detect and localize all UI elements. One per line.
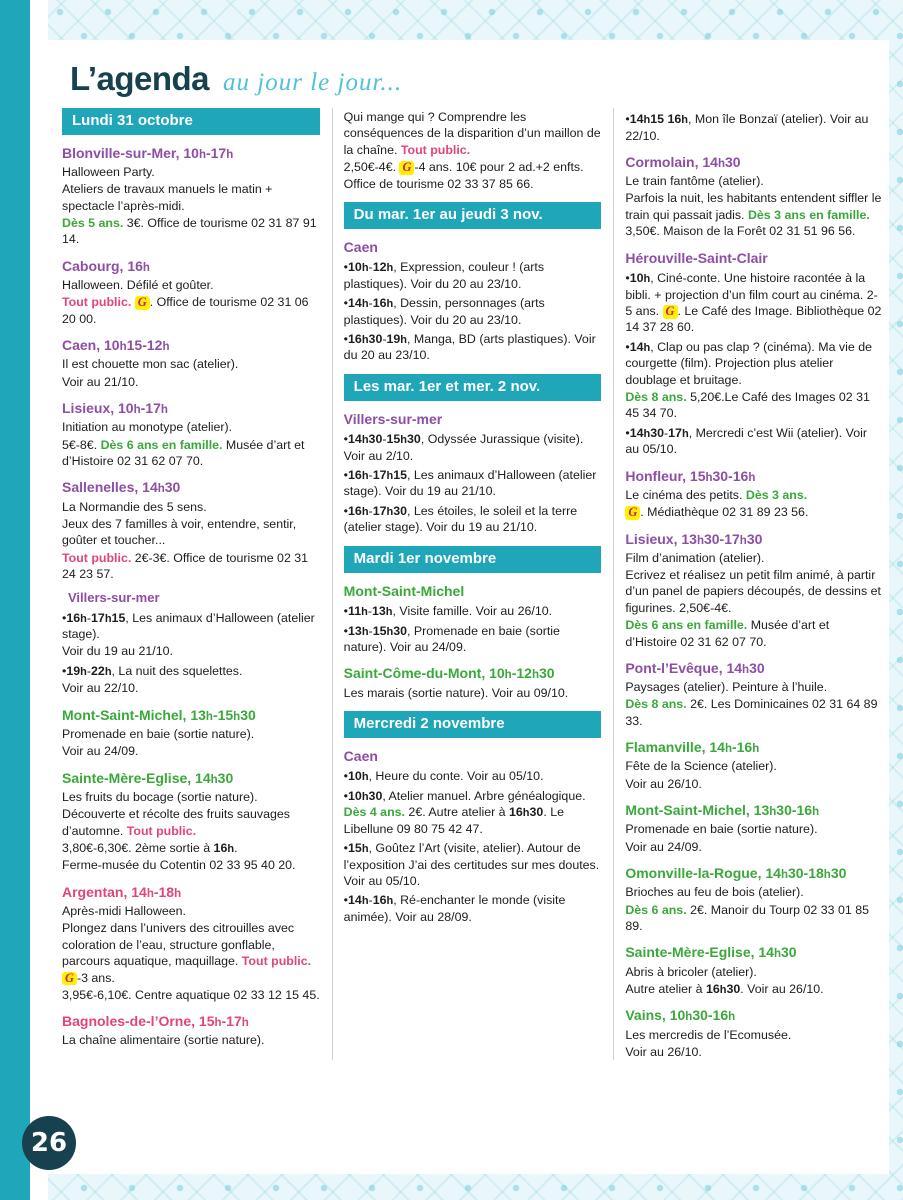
agenda-entry <box>625 864 883 934</box>
agenda-column-2 <box>332 108 602 1060</box>
entry-place: Bagnoles-de-l’Orne, 15h-17h <box>62 1013 249 1030</box>
entry-line: Halloween Party. <box>62 164 155 179</box>
entry-line: G . Médiathèque 02 31 89 23 56. <box>625 504 883 520</box>
entry-line: •16h30-19h, Manga, BD (arts plastiques). Voir du 20 au 23/10. <box>343 331 596 363</box>
entry-line: Initiation au monotype (atelier). <box>62 420 233 435</box>
entry-line: •10h, Heure du conte. Voir au 05/10. <box>343 769 544 784</box>
entry-place: Caen, 10h15-12h <box>62 337 170 354</box>
day-banner: Mardi 1er novembre <box>344 546 602 573</box>
page-title-script: au jour le jour... <box>223 69 403 96</box>
gratuit-badge: G <box>135 296 150 310</box>
gratuit-badge: G <box>663 305 678 319</box>
page-content <box>62 46 883 1170</box>
agenda-entry <box>62 706 320 760</box>
day-banner: Les mar. 1er et mer. 2 nov. <box>344 374 602 401</box>
entry-line: Voir au 24/09. <box>625 839 702 854</box>
agenda-entry <box>62 257 320 327</box>
entry-place: Mont-Saint-Michel <box>343 582 465 599</box>
page-number: 26 <box>22 1116 76 1170</box>
entry-line: Dès 5 ans. 3€. Office de tourisme 02 31 87 91 14. <box>62 216 317 247</box>
entry-line: Dès 8 ans. 2€. Les Dominicaines 02 31 64 89 33. <box>625 697 878 728</box>
entry-line: Voir au 24/09. <box>62 744 139 759</box>
agenda-entry <box>62 399 320 469</box>
agenda-entry <box>62 589 320 696</box>
entry-line: Voir au 26/10. <box>625 1044 702 1059</box>
entry-line: •10h30, Atelier manuel. Arbre généalogique. Dès 4 ans. 2€. Autre atelier à 16h30. Le Libellune 09 80 75 42 47. <box>343 788 586 836</box>
agenda-entry <box>344 238 602 364</box>
entry-line: 2,50€-4€. G -4 ans. 10€ pour 2 ad.+2 enfts. Office de tourisme 02 33 37 85 66. <box>343 160 584 191</box>
entry-line: Les mercredis de l’Ecomusée. <box>625 1027 792 1042</box>
entry-line: Les fruits du bocage (sortie nature). <box>62 789 258 804</box>
entry-line: Il est chouette mon sac (atelier). <box>62 357 239 372</box>
agenda-entry <box>625 530 883 650</box>
entry-place: Hérouville-Saint-Clair <box>625 249 768 266</box>
gratuit-badge: G <box>62 972 77 986</box>
entry-line: •14h, Clap ou pas clap ? (cinéma). Ma vie de courgette (film). Projection plus atelier doublage et bruitage. <box>625 339 872 387</box>
entry-place: Sainte-Mère-Eglise, 14h30 <box>62 769 234 786</box>
entry-line: Après-midi Halloween. <box>62 904 186 918</box>
agenda-entry <box>625 467 883 521</box>
entry-line: •15h, Goûtez l’Art (visite, atelier). Autour de l’exposition J’ai des certitudes sur mes doutes. Voir au 05/10. <box>343 841 600 889</box>
entry-line: Le train fantôme (atelier). <box>625 174 764 189</box>
agenda-entry <box>625 943 883 997</box>
entry-line: •10h-12h, Expression, couleur ! (arts plastiques). Voir du 20 au 23/10. <box>343 260 545 291</box>
entry-line: Fête de la Science (atelier). <box>625 759 777 774</box>
gratuit-badge: G <box>625 506 640 520</box>
entry-place: Lisieux, 10h-17h <box>62 400 168 417</box>
agenda-entry <box>625 249 883 458</box>
entry-line: Ateliers de travaux manuels le matin + spectacle l’après-midi. <box>62 182 273 213</box>
agenda-entry <box>625 738 883 792</box>
entry-place: Vains, 10h30-16h <box>625 1007 736 1024</box>
agenda-entry <box>62 1012 320 1049</box>
entry-line: •14h-16h, Dessin, personnages (arts plastiques). Voir du 20 au 23/10. <box>343 296 545 327</box>
entry-place: Mont-Saint-Michel, 13h30-16h <box>625 802 820 819</box>
entry-line: Halloween. Défilé et goûter. <box>62 278 214 293</box>
day-banner: Lundi 31 octobre <box>62 108 320 135</box>
entry-place: Honfleur, 15h30-16h <box>625 467 756 484</box>
entry-line: La Normandie des 5 sens. <box>62 499 207 514</box>
agenda-entry <box>344 582 602 656</box>
entry-line: 5€-8€. Dès 6 ans en famille. Musée d’art et d’Histoire 02 31 62 07 70. <box>62 437 305 468</box>
entry-line: •16h-17h15, Les animaux d’Halloween (atelier stage). <box>62 610 315 642</box>
agenda-columns <box>62 108 883 1060</box>
entry-line: Promenade en baie (sortie nature). <box>625 822 818 837</box>
entry-line: Promenade en baie (sortie nature). <box>62 726 255 741</box>
entry-line: La chaîne alimentaire (sortie nature). <box>62 1033 265 1048</box>
entry-place: Villers-sur-mer <box>343 410 443 427</box>
agenda-entry <box>62 769 320 874</box>
entry-line: •14h30-17h, Mercredi c’est Wii (atelier). Voir au 05/10. <box>625 425 868 457</box>
entry-place: Mont-Saint-Michel, 13h-15h30 <box>62 706 256 723</box>
entry-line: Brioches au feu de bois (atelier). <box>625 885 804 900</box>
entry-line: Autre atelier à 16h30. Voir au 26/10. <box>625 981 824 996</box>
agenda-entry <box>62 336 320 390</box>
entry-line: •11h-13h, Visite famille. Voir au 26/10. <box>343 604 553 619</box>
entry-place: Caen <box>343 747 378 764</box>
gratuit-badge: G <box>399 161 414 175</box>
entry-place: Villers-sur-mer <box>68 590 160 606</box>
entry-place: Blonville-sur-Mer, 10h-17h <box>62 144 234 161</box>
agenda-entry <box>62 144 320 248</box>
agenda-entry <box>625 801 883 855</box>
entry-line: Dès 6 ans en famille. Musée d’art et d’Histoire 02 31 62 07 70. <box>625 618 830 649</box>
entry-line: 3,80€-6,30€. 2ème sortie à 16h. <box>62 840 238 855</box>
entry-line: Plongez dans l’univers des citrouilles avec coloration de l’eau, structure gonflable, parcours aquatique, maquillage. Tout public. G -3 ans. <box>62 921 312 985</box>
entry-place: Omonville-la-Rogue, 14h30-18h30 <box>625 865 847 882</box>
agenda-entry <box>625 153 883 240</box>
agenda-column-1 <box>62 108 320 1060</box>
entry-line: •14h30-15h30, Odyssée Jurassique (visite). Voir au 2/10. <box>343 432 584 463</box>
agenda-entry <box>62 478 320 582</box>
entry-line: Ferme-musée du Cotentin 02 33 95 40 20. <box>62 858 296 873</box>
left-white-gutter <box>30 0 48 1200</box>
agenda-column-3 <box>613 108 883 1060</box>
agenda-entry <box>62 883 320 1003</box>
agenda-entry <box>344 410 602 536</box>
entry-line: Voir au 22/10. <box>62 681 139 696</box>
agenda-entry <box>625 1006 883 1060</box>
entry-line: Les marais (sortie nature). Voir au 09/10. <box>343 685 569 700</box>
entry-line: Le cinéma des petits. Dès 3 ans. <box>625 487 808 502</box>
entry-line: Découverte et récolte des fruits sauvages d’automne. Tout public. <box>62 807 290 838</box>
entry-line: •14h15 16h, Mon île Bonzaï (atelier). Voir au 22/10. <box>625 112 869 143</box>
entry-line: •14h-16h, Ré-enchanter le monde (visite animée). Voir au 28/09. <box>343 893 566 924</box>
entry-place: Sallenelles, 14h30 <box>62 479 181 496</box>
agenda-entry <box>344 664 602 701</box>
entry-place: Pont-l’Evêque, 14h30 <box>625 659 765 676</box>
entry-line: Voir au 26/10. <box>625 776 702 791</box>
entry-place: Cormolain, 14h30 <box>625 153 741 170</box>
agenda-entry <box>625 659 883 729</box>
entry-line: Jeux des 7 familles à voir, entendre, sentir, goûter et toucher... <box>62 516 297 548</box>
entry-line: Dès 8 ans. 5,20€.Le Café des Images 02 31 45 34 70. <box>625 389 870 421</box>
entry-place: Flamanville, 14h-16h <box>625 739 760 756</box>
day-banner: Mercredi 2 novembre <box>344 711 602 738</box>
entry-line: Paysages (atelier). Peinture à l’huile. <box>625 680 828 695</box>
entry-place: Cabourg, 16h <box>62 257 150 274</box>
entry-line: Dès 6 ans. 2€. Manoir du Tourp 02 33 01 85 89. <box>625 902 869 933</box>
entry-line: •10h, Ciné-conte. Une histoire racontée à la bibli. + projection d’un film court au cinéma. 2-5 ans. G . Le Café des Image. Bibliothèque 02 14 37 28 60. <box>625 271 882 335</box>
entry-line: Abris à bricoler (atelier). <box>625 964 757 979</box>
entry-line: Ecrivez et réalisez un petit film animé, à partir d’un panel de papiers découpés, de dessins et figurines. 2,50€-4€. <box>625 568 881 615</box>
page-title <box>62 46 883 108</box>
entry-line: 3,95€-6,10€. Centre aquatique 02 33 12 15 45. <box>62 987 320 1002</box>
entry-place: Lisieux, 13h30-17h30 <box>625 530 763 547</box>
entry-line: Voir du 19 au 21/10. <box>62 644 173 659</box>
entry-line: •16h-17h15, Les animaux d’Halloween (atelier stage). Voir du 19 au 21/10. <box>343 467 597 499</box>
entry-line: Tout public. G . Office de tourisme 02 31 06 20 00. <box>62 295 309 326</box>
day-banner: Du mar. 1er au jeudi 3 nov. <box>344 202 602 229</box>
entry-line: Film d’animation (atelier). <box>625 550 765 565</box>
entry-line: Voir au 21/10. <box>62 374 139 389</box>
entry-place: Sainte-Mère-Eglise, 14h30 <box>625 944 797 961</box>
left-color-bar <box>0 0 30 1200</box>
agenda-entry <box>625 111 883 144</box>
agenda-entry <box>344 747 602 926</box>
entry-place: Saint-Côme-du-Mont, 10h-12h30 <box>343 665 555 682</box>
agenda-entry <box>344 109 602 192</box>
page-title-main: L’agenda <box>70 60 210 97</box>
entry-line: Tout public. 2€-3€. Office de tourisme 02 31 24 23 57. <box>62 550 309 582</box>
entry-line: •19h-22h, La nuit des squelettes. <box>62 663 243 678</box>
entry-line: Parfois la nuit, les habitants entendent siffler le train qui passait jadis. Dès 3 ans en famille. 3,50€. Maison de la Forêt 02 31 51 96 56. <box>625 191 882 239</box>
entry-place: Caen <box>343 238 378 255</box>
entry-line: •13h-15h30, Promenade en baie (sortie nature). Voir au 24/09. <box>343 623 560 655</box>
entry-line: Qui mange qui ? Comprendre les conséquences de la disparition d’un maillon de la chaîne. Tout public. <box>343 110 601 157</box>
entry-place: Argentan, 14h-18h <box>62 883 182 900</box>
entry-line: •16h-17h30, Les étoiles, le soleil et la terre (atelier stage). Voir du 19 au 21/10. <box>343 503 578 535</box>
